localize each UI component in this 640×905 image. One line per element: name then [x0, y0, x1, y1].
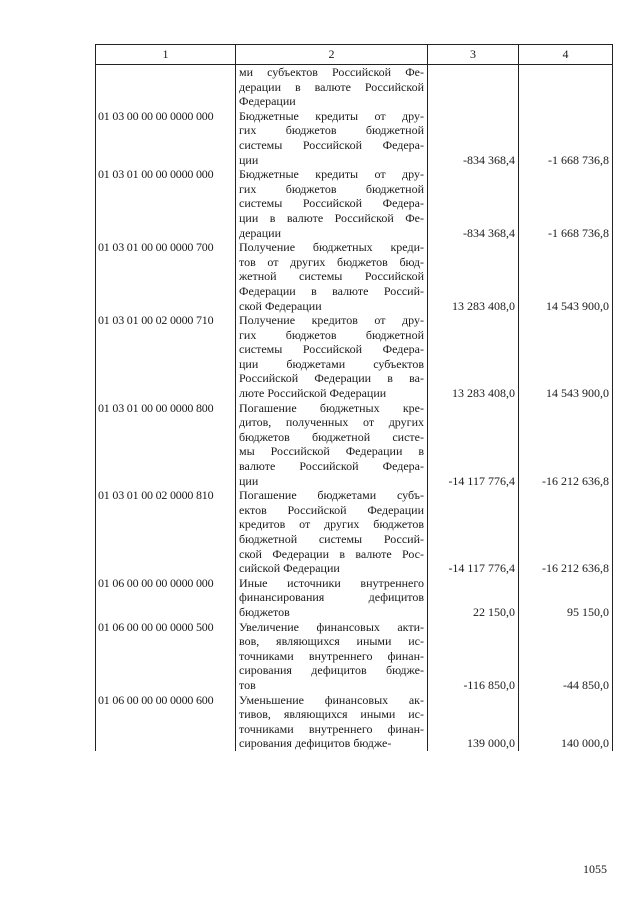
source-name-line: ектов Российской Федерации: [239, 502, 424, 517]
source-name-line: гих бюджетов бюджетной: [239, 181, 424, 196]
source-name-line: бюджетов бюджетной систе-: [239, 429, 424, 444]
table-row: [96, 488, 613, 576]
column-header-4: 4: [519, 45, 613, 65]
amount-cell-col4: -1 668 736,8: [519, 109, 613, 167]
budget-code-cell: 01 03 01 00 00 0000 800: [96, 401, 236, 489]
source-name-line: люте Российской Федерации: [239, 386, 387, 401]
amount-cell-col4: 95 150,0: [519, 576, 613, 620]
budget-code-cell: 01 06 00 00 00 0000 500: [96, 620, 236, 693]
source-name-line: ции в валюте Российской Фе-: [239, 210, 424, 225]
budget-code-cell: 01 03 01 00 00 0000 000: [96, 167, 236, 240]
amount-cell-col4: -44 850,0: [519, 620, 613, 693]
source-name-line: Российской Федерации в ва-: [239, 371, 424, 386]
amount-cell-col4: -16 212 636,8: [519, 488, 613, 576]
source-name-line: Погашение бюджетных кре-: [239, 400, 424, 415]
table-row: [96, 240, 613, 313]
amount-cell-col4: -16 212 636,8: [519, 401, 613, 489]
table-row: [96, 693, 613, 751]
source-name-line: системы Российской Федера-: [239, 137, 424, 152]
table-header-row: [96, 45, 613, 65]
source-name-cell: [236, 693, 428, 751]
amount-cell-col4: -1 668 736,8: [519, 167, 613, 240]
source-name-cell: [236, 167, 428, 240]
source-name-line: ской Федерации: [239, 298, 322, 313]
source-name-line: Бюджетные кредиты от дру-: [239, 167, 424, 182]
column-header-1: 1: [96, 45, 236, 65]
source-name-line: Уменьшение финансовых ак-: [239, 692, 424, 707]
source-name-line: гих бюджетов бюджетной: [239, 123, 424, 138]
table-row: [96, 167, 613, 240]
table-row: [96, 313, 613, 401]
amount-cell-col3: 13 283 408,0: [428, 240, 519, 313]
budget-code-cell: 01 03 01 00 00 0000 700: [96, 240, 236, 313]
source-name-line: сирования дефицитов бюдже-: [239, 663, 424, 678]
amount-cell-col3: [428, 65, 519, 109]
sources-of-financing-table: [95, 44, 613, 751]
amount-cell-col4: 140 000,0: [519, 693, 613, 751]
source-name-cell: [236, 313, 428, 401]
source-name-line: мы Российской Федерации в: [239, 444, 424, 459]
source-name-line: гих бюджетов бюджетной: [239, 327, 424, 342]
source-name-cell: [236, 109, 428, 167]
source-name-line: сирования дефицитов бюдже-: [239, 736, 392, 751]
table-row: [96, 401, 613, 489]
budget-code-cell: 01 06 00 00 00 0000 000: [96, 576, 236, 620]
budget-code-cell: 01 03 00 00 00 0000 000: [96, 109, 236, 167]
amount-cell-col3: 13 283 408,0: [428, 313, 519, 401]
amount-cell-col3: -14 117 776,4: [428, 401, 519, 489]
source-name-line: бюджетной системы Россий-: [239, 532, 424, 546]
budget-code-cell: 01 03 01 00 02 0000 710: [96, 313, 236, 401]
source-name-cell: [236, 620, 428, 693]
source-name-cell: [236, 240, 428, 313]
source-name-line: Федерации: [239, 94, 296, 109]
table-body: [96, 65, 613, 751]
amount-cell-col3: -834 368,4: [428, 167, 519, 240]
budget-code-cell: 01 06 00 00 00 0000 600: [96, 693, 236, 751]
source-name-line: валюте Российской Федера-: [239, 459, 424, 474]
source-name-line: вов, являющихся иными ис-: [239, 634, 424, 649]
source-name-line: ции: [239, 473, 259, 488]
source-name-line: тивов, являющихся иными ис-: [239, 707, 424, 722]
table-row: [96, 576, 613, 620]
source-name-cell: [236, 65, 428, 109]
source-name-cell: [236, 401, 428, 489]
source-name-line: финансирования дефицитов: [239, 590, 424, 605]
budget-code-cell: [96, 65, 236, 109]
amount-cell-col3: 139 000,0: [428, 693, 519, 751]
source-name-line: ской Федерации в валюте Рос-: [239, 546, 424, 561]
source-name-line: бюджетов: [239, 604, 290, 619]
column-header-2: 2: [236, 45, 428, 65]
source-name-cell: [236, 576, 428, 620]
column-header-3: 3: [428, 45, 519, 65]
source-name-line: системы Российской Федера-: [239, 342, 424, 357]
amount-cell-col4: 14 543 900,0: [519, 313, 613, 401]
source-name-line: жетной системы Российской: [239, 269, 424, 284]
source-name-line: точниками внутреннего финан-: [239, 721, 424, 736]
source-name-line: Федерации в валюте Россий-: [239, 283, 424, 298]
amount-cell-col3: -834 368,4: [428, 109, 519, 167]
source-name-line: Получение кредитов от дру-: [239, 313, 424, 328]
source-name-line: Бюджетные кредиты от дру-: [239, 108, 424, 123]
page-number: 1055: [583, 862, 607, 876]
source-name-line: кредитов от других бюджетов: [239, 517, 424, 532]
source-name-line: ции: [239, 152, 259, 167]
source-name-line: системы Российской Федера-: [239, 196, 424, 211]
table-row: [96, 109, 613, 167]
source-name-line: ми субъектов Российской Фе-: [239, 65, 424, 79]
amount-cell-col4: 14 543 900,0: [519, 240, 613, 313]
source-name-line: Иные источники внутреннего: [239, 575, 424, 590]
source-name-line: Погашение бюджетами субъ-: [239, 488, 424, 503]
source-name-line: дитов, полученных от других: [239, 415, 424, 430]
source-name-line: тов: [239, 677, 256, 692]
table-row: [96, 65, 613, 109]
source-name-line: Увеличение финансовых акти-: [239, 619, 424, 634]
amount-cell-col4: [519, 65, 613, 109]
source-name-line: дерации: [239, 225, 282, 240]
amount-cell-col3: -14 117 776,4: [428, 488, 519, 576]
amount-cell-col3: 22 150,0: [428, 576, 519, 620]
table-row: [96, 620, 613, 693]
source-name-line: ции бюджетами субъектов: [239, 356, 424, 371]
source-name-line: сийской Федерации: [239, 561, 340, 576]
source-name-line: дерации в валюте Российской: [239, 79, 424, 94]
amount-cell-col3: -116 850,0: [428, 620, 519, 693]
source-name-line: Получение бюджетных креди-: [239, 240, 424, 255]
source-name-line: тов от других бюджетов бюд-: [239, 254, 424, 269]
budget-code-cell: 01 03 01 00 02 0000 810: [96, 488, 236, 576]
source-name-line: точниками внутреннего финан-: [239, 648, 424, 663]
source-name-cell: [236, 488, 428, 576]
